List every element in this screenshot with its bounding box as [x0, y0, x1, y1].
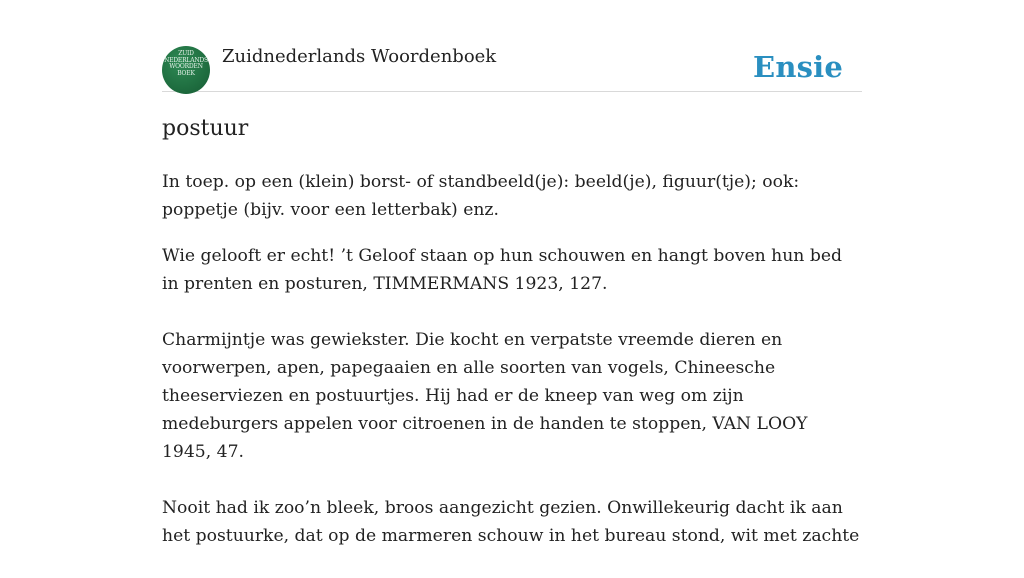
definition: In toep. op een (klein) borst- of standbeeld(je): beeld(je), figuur(tje); ook: poppetje (bijv. voor een letterbak) enz. — [162, 172, 800, 220]
quote-2: Charmijntje was gewiekster. Die kocht en verpatste vreemde dieren en voorwerpen, apen, papegaaien en alle soorten van vogels, Chineesche theeserviezen en postuurtjes. Hij had er de kneep van weg om zijn medeburgers appelen voor citroenen in de handen te stoppen, VAN LOOY 1945, 47. — [162, 330, 808, 462]
brand-logo-link[interactable]: Ensie — [753, 50, 843, 84]
site-title[interactable]: Zuidnederlands Woordenboek — [222, 46, 497, 67]
site-logo[interactable] — [162, 46, 210, 94]
page-title: postuur — [162, 116, 249, 141]
logo-text: ZUID NEDERLANDS WOORDEN BOEK — [164, 50, 208, 77]
site-header — [162, 45, 862, 92]
quote-3: Nooit had ik zoo’n bleek, broos aangezicht gezien. Onwillekeurig dacht ik aan het postuurke, dat op de marmeren schouw in het bureau stond, wit met zachte — [162, 498, 860, 546]
entry-content — [162, 168, 862, 578]
quote-1: Wie gelooft er echt! ’t Geloof staan op hun schouwen en hangt boven hun bed in prenten en posturen, TIMMERMANS 1923, 127. — [162, 246, 843, 294]
